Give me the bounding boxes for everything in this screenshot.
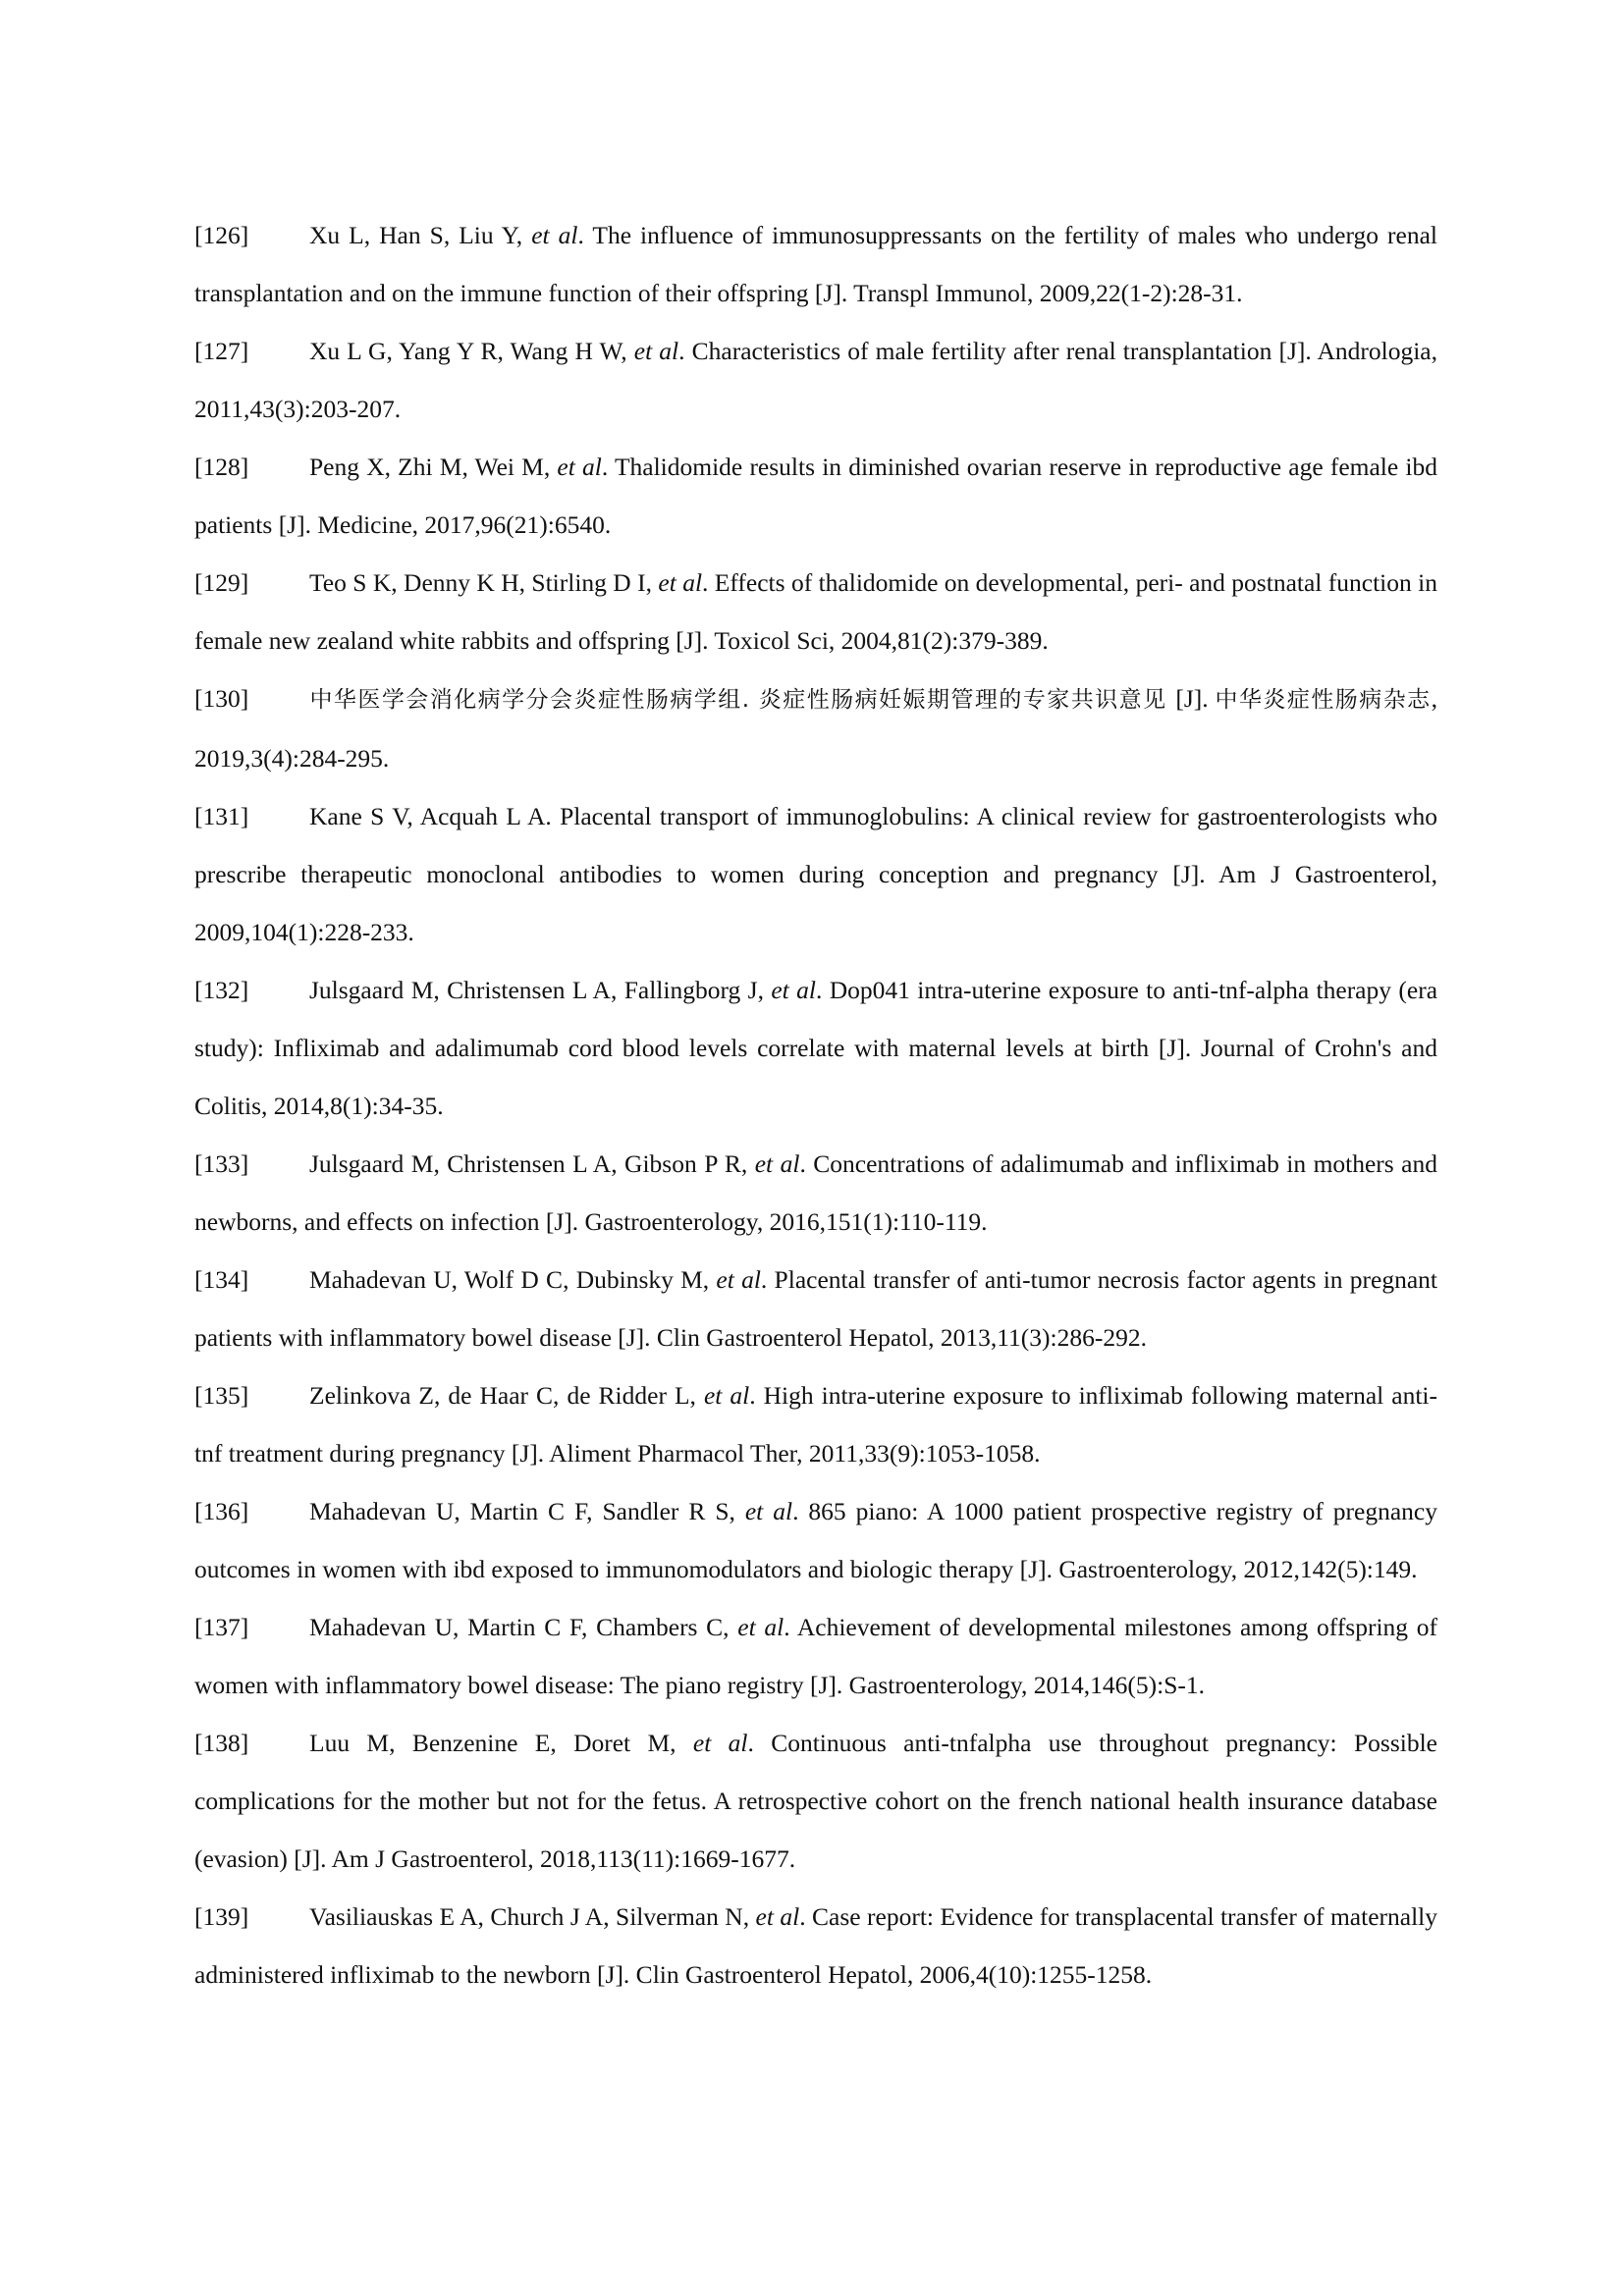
reference-journal-chinese: 中华炎症性肠病杂志 [1215,687,1432,713]
reference-text: . High intra-uterine exposure to infliximab following maternal anti-tnf treatment during pregnancy [J]. Aliment Pharmacol Ther, 2011,33(9):1053-1058. [194,1381,1437,1468]
reference-item [194,787,1437,961]
reference-text-chinese: 中华医学会消化病学分会炎症性肠病学组. 炎症性肠病妊娠期管理的专家共识意见 [309,687,1176,713]
reference-etal: et al [557,453,602,481]
reference-authors: Mahadevan U, Martin C F, Chambers C, [309,1613,738,1641]
reference-number: [134] [194,1265,249,1294]
reference-item [194,1598,1437,1714]
reference-etal: et al [633,337,679,365]
reference-etal: et al [754,1149,800,1178]
reference-item [194,961,1437,1135]
reference-etal: et al [755,1902,800,1931]
reference-text: . Continuous anti-tnfalpha use throughout pregnancy: Possible complications for the mother but not for the fetus. A retrospective cohort on the french national health insurance database (evasion) [J]. Am J Gastroenterol, 2018,113(11):1669-1677. [194,1729,1437,1873]
reference-item [194,1135,1437,1251]
reference-text: . Characteristics of male fertility after renal transplantation [J]. Andrologia, 2011,43(3):203-207. [194,337,1437,423]
reference-number: [129] [194,568,249,597]
reference-item [194,1888,1437,2003]
reference-item [194,438,1437,554]
reference-authors: Peng X, Zhi M, Wei M, [309,453,558,481]
reference-number: [131] [194,802,249,830]
reference-number: [133] [194,1149,249,1178]
reference-text: . Placental transport of immunoglobulins: A clinical review for gastroenterologists who prescribe therapeutic monoclonal antibodies to women during conception and pregnancy [J]. Am J Gastroenterol, 2009,104(1):228-233. [194,802,1437,946]
reference-number: [132] [194,976,249,1004]
reference-etal: et al [737,1613,784,1641]
reference-number: [136] [194,1497,249,1525]
reference-authors: Julsgaard M, Christensen L A, Gibson P R, [309,1149,755,1178]
reference-number: [135] [194,1381,249,1410]
reference-type: [J]. [1175,684,1216,713]
reference-etal: et al [716,1265,761,1294]
reference-item [194,1251,1437,1366]
reference-text: . The influence of immunosuppressants on the fertility of males who undergo renal transplantation and on the immune function of their offspring [J]. Transpl Immunol, 2009,22(1-2):28-31. [194,221,1437,307]
reference-authors: Vasiliauskas E A, Church J A, Silverman N, [309,1902,756,1931]
reference-text: . Thalidomide results in diminished ovarian reserve in reproductive age female ibd patients [J]. Medicine, 2017,96(21):6540. [194,453,1437,539]
reference-text: . Effects of thalidomide on developmental, peri- and postnatal function in female new zealand white rabbits and offspring [J]. Toxicol Sci, 2004,81(2):379-389. [194,568,1437,655]
reference-item [194,206,1437,322]
reference-list [194,206,1437,2003]
reference-item [194,669,1437,787]
reference-item [194,554,1437,669]
reference-text: . 865 piano: A 1000 patient prospective registry of pregnancy outcomes in women with ibd exposed to immunomodulators and biologic therapy [J]. Gastroenterology, 2012,142(5):149. [194,1497,1437,1583]
reference-item [194,322,1437,438]
reference-number: [130] [194,684,249,713]
reference-item [194,1482,1437,1598]
reference-text: . Placental transfer of anti-tumor necrosis factor agents in pregnant patients with inflammatory bowel disease [J]. Clin Gastroenterol Hepatol, 2013,11(3):286-292. [194,1265,1437,1352]
reference-authors: Mahadevan U, Wolf D C, Dubinsky M, [309,1265,717,1294]
reference-authors: Mahadevan U, Martin C F, Sandler R S, [309,1497,745,1525]
reference-text: . Case report: Evidence for transplacental transfer of maternally administered infliximab to the newborn [J]. Clin Gastroenterol Hepatol, 2006,4(10):1255-1258. [194,1902,1437,1989]
reference-text: . Dop041 intra-uterine exposure to anti-tnf-alpha therapy (era study): Infliximab and adalimumab cord blood levels correlate with maternal levels at birth [J]. Journal of Crohn's and Colitis, 2014,8(1):34-35. [194,976,1438,1120]
reference-number: [139] [194,1902,249,1931]
reference-text: , 2019,3(4):284-295. [194,684,1438,773]
reference-authors: Julsgaard M, Christensen L A, Fallingborg J, [309,976,772,1004]
reference-authors: Xu L G, Yang Y R, Wang H W, [309,337,634,365]
reference-authors: Luu M, Benzenine E, Doret M, [309,1729,693,1757]
reference-number: [137] [194,1613,249,1641]
reference-number: [138] [194,1729,249,1757]
reference-etal: et al [703,1381,750,1410]
reference-etal: et al [531,221,578,249]
reference-text: . Concentrations of adalimumab and infliximab in mothers and newborns, and effects on infection [J]. Gastroenterology, 2016,151(1):110-119. [194,1149,1437,1236]
reference-number: [128] [194,453,249,481]
reference-text: . Achievement of developmental milestones among offspring of women with inflammatory bowel disease: The piano registry [J]. Gastroenterology, 2014,146(5):S-1. [194,1613,1437,1699]
reference-item [194,1714,1437,1888]
reference-authors: Kane S V, Acquah L A [309,802,546,830]
reference-authors: Zelinkova Z, de Haar C, de Ridder L, [309,1381,704,1410]
reference-authors: Xu L, Han S, Liu Y, [309,221,532,249]
reference-number: [127] [194,337,249,365]
reference-etal: et al [744,1497,793,1525]
reference-authors: Teo S K, Denny K H, Stirling D I, [309,568,659,597]
reference-etal: et al [771,976,816,1004]
reference-item [194,1366,1437,1482]
reference-number: [126] [194,221,249,249]
reference-etal: et al [692,1729,748,1757]
reference-etal: et al [658,568,703,597]
